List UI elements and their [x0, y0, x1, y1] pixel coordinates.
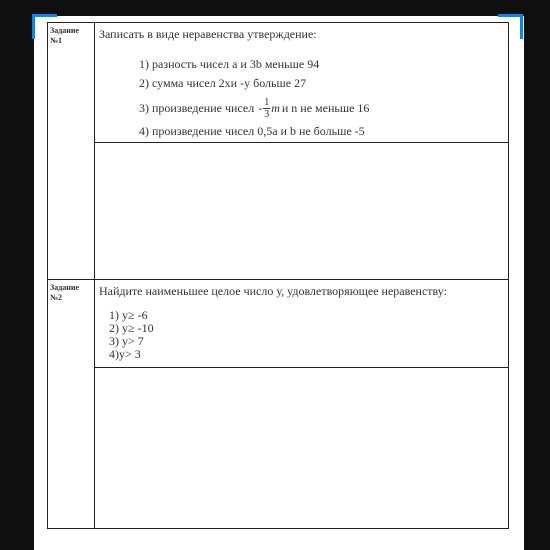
task2-label-word: Задание	[50, 283, 80, 292]
task2-content-cell	[95, 280, 509, 368]
task1-label-cell	[48, 23, 95, 280]
fraction-numerator: 1	[264, 96, 270, 108]
task1-item-3-after: и n не меньше 16	[281, 101, 370, 115]
task2-label-cell	[48, 280, 95, 529]
task1-heading: Записать в виде неравенства утверждение:	[99, 27, 317, 41]
task1-label	[48, 23, 94, 46]
fraction-denominator: 3	[264, 108, 270, 120]
task1-item-2: 2) сумма чисел 2xи -у больше 27	[139, 76, 307, 90]
fraction	[263, 97, 270, 120]
task1-answer-row	[48, 143, 509, 280]
task2-item-2: 2) у≥ -10	[109, 321, 154, 335]
task2-answer-cell	[95, 368, 509, 529]
task2-heading: Найдите наименьшее целое число у, удовлетворяющее неравенству:	[99, 284, 447, 298]
fraction-variable: m	[271, 101, 280, 115]
task1-answer-cell	[95, 143, 509, 280]
task1-row	[48, 23, 509, 143]
task1-item-3-before: 3) произведение чисел	[139, 101, 255, 115]
task1-label-word: Задание	[50, 26, 80, 35]
tasks-table	[47, 22, 509, 529]
task2-label	[48, 280, 94, 303]
task2-item-3: 3) у> 7	[109, 334, 144, 348]
task2-answer-row	[48, 368, 509, 529]
fraction-sign: -	[258, 101, 263, 115]
task1-content-cell	[95, 23, 509, 143]
task2-item-4: 4)у> 3	[109, 347, 141, 361]
task1-item-3	[139, 94, 508, 122]
task2-list	[95, 299, 508, 361]
fraction-expression	[258, 97, 280, 120]
task2-row	[48, 280, 509, 368]
task1-item-4: 4) произведение чисел 0,5а и b не больше -5	[139, 124, 365, 138]
task1-list	[95, 42, 508, 139]
task1-label-number: №1	[50, 36, 63, 45]
task2-item-1: 1) у≥ -6	[109, 308, 148, 322]
task2-label-number: №2	[50, 293, 63, 302]
task1-item-1: 1) разность чисел а и 3b меньше 94	[139, 57, 320, 71]
